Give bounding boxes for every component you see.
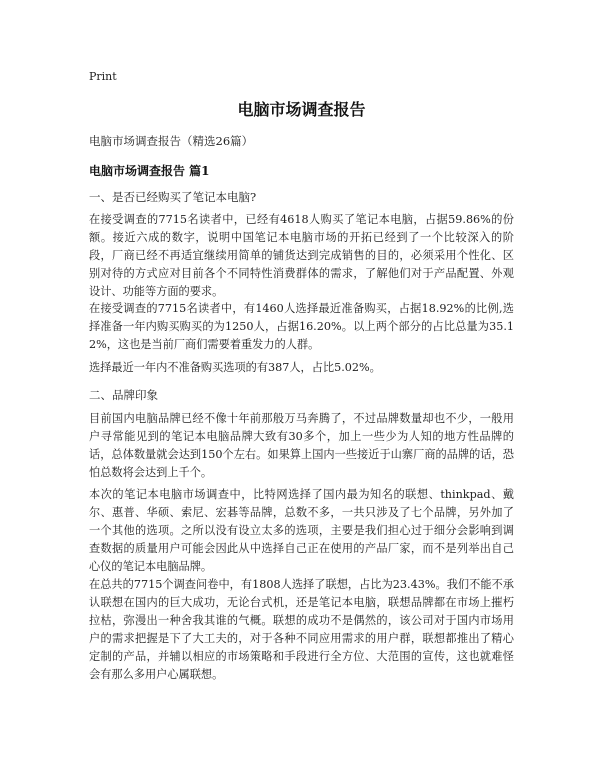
paragraph: 本次的笔记本电脑市场调查中，比特网选择了国内最为知名的联想、thinkpad、戴尔、惠普、华硕、索尼、宏碁等品牌，总数不多，一共只涉及了七个品牌，另外加了一个其他的选项。之所以没有设立太多的选项，主要是我们担心过于细分会影响到调查数据的质量用户可能会因此从中选择自己正在使用的产品厂家，而不是列举出自己心仪的笔记本电脑品牌。 bbox=[89, 488, 514, 573]
paragraph: 在总共的7715个调查问卷中，有1808人选择了联想，占比为23.43%。我们不能不承认联想在国内的巨大成功，无论台式机，还是笔记本电脑，联想品牌都在市场上摧朽拉枯，弥漫出一种舍我其谁的气概。联想的成功不是偶然的，该公司对于国内市场用户的需求把握是下了大工夫的，对于各种不同应用需求的用户群，联想都推出了精心定制的产品，并辅以相应的市场策略和手段进行全方位、大范围的宣传，这也就难怪会有那么多用户心属联想。 bbox=[89, 578, 514, 681]
paragraph: 在接受调查的7715名读者中，已经有4618人购买了笔记本电脑，占据59.86%的份额。接近六成的数字，说明中国笔记本电脑市场的开拓已经到了一个比较深入的阶段，厂商已经不再适宜继续用简单的铺货达到完成销售的目的，必须采用个性化、区别对待的方式应对目前各个不同特性消费群体的需求，了解他们对于产品配置、外观设计、功能等方面的要求。 bbox=[89, 213, 514, 298]
document-subtitle: 电脑市场调查报告（精选26篇） bbox=[89, 134, 254, 148]
print-label: Print bbox=[89, 70, 117, 83]
section-heading: 电脑市场调查报告 篇1 bbox=[89, 164, 210, 178]
paragraph: 选择最近一年内不准备购买选项的有387人，占比5.02%。 bbox=[89, 361, 381, 374]
question-heading-2: 二、品牌印象 bbox=[89, 388, 158, 402]
question-heading-1: 一、是否已经购买了笔记本电脑? bbox=[89, 190, 257, 204]
paragraph: 目前国内电脑品牌已经不像十年前那般万马奔腾了，不过品牌数量却也不少，一般用户寻常能见到的笔记本电脑品牌大致有30多个，加上一些少为人知的地方性品牌的话，总体数量就会达到150个左右。如果算上国内一些接近于山寨厂商的品牌的话，恐怕总数将会达到上千个。 bbox=[89, 412, 514, 479]
document-title: 电脑市场调查报告 bbox=[237, 100, 366, 119]
paragraph: 在接受调查的7715名读者中，有1460人选择最近准备购买，占据18.92%的比例,选择准备一年内购买购买的为1250人，占据16.20%。以上两个部分的占比总量为35.12%，这也是当前厂商们需要着重发力的人群。 bbox=[89, 302, 514, 351]
